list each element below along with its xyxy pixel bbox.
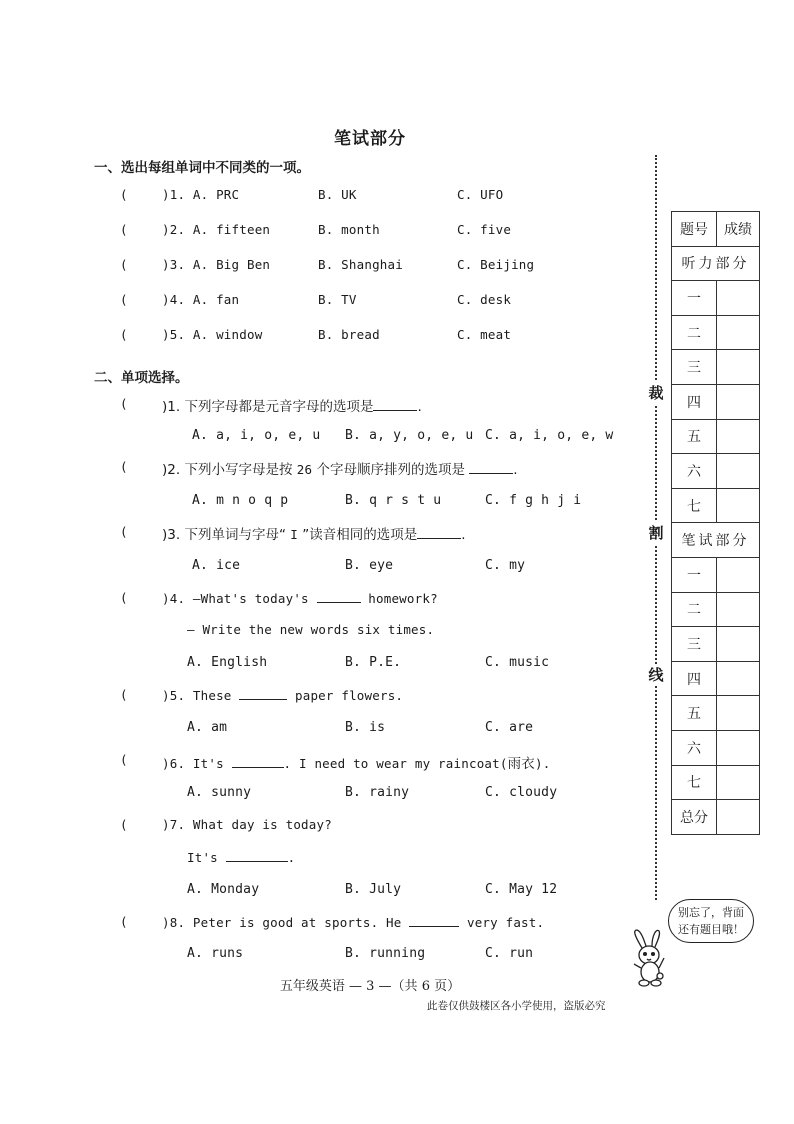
option-b: B. eye [345,558,394,573]
table-row [672,627,760,662]
row-label: 五 [672,696,717,731]
table-row [672,384,760,419]
answer-paren[interactable]: ( [120,396,128,411]
question-8-options [120,946,640,964]
row-label: 三 [672,350,717,385]
table-header-row [672,212,760,247]
row-label: 一 [672,281,717,316]
copyright-note: 此卷仅供鼓楼区各小学使用，盗版必究 [427,1000,606,1012]
answer-paren[interactable]: ( [120,914,128,929]
section1-heading: 一、选出每组单词中不同类的一项。 [94,160,310,176]
answer-paren[interactable]: ( [120,590,128,605]
cut-line-char: 割 [646,522,666,544]
stem-text: very fast. [466,915,545,930]
table-row [672,696,760,731]
answer-blank[interactable] [469,461,513,474]
question-7-options [120,882,640,900]
score-cell[interactable] [717,730,760,765]
question-4-reply: — Write the new words six times. [187,622,435,637]
stem-text: )2. 下列小写字母是按 [162,462,293,478]
answer-blank[interactable] [239,687,287,700]
score-cell[interactable] [717,765,760,800]
score-cell[interactable] [717,627,760,662]
row-label: 二 [672,592,717,627]
listening-label: 听力部分 [672,246,760,281]
answer-blank[interactable] [317,590,361,603]
table-row [672,350,760,385]
answer-blank[interactable] [232,755,284,768]
option-c: C. my [485,558,526,573]
row-label: 三 [672,627,717,662]
question-1 [120,396,640,416]
answer-blank[interactable] [226,849,288,862]
option-b: B. rainy [345,785,410,800]
score-cell[interactable] [717,661,760,696]
row-label: 四 [672,384,717,419]
table-row [672,419,760,454]
score-cell[interactable] [717,384,760,419]
question-stem [162,590,438,606]
answer-paren[interactable]: ( [120,752,128,767]
writing-label: 笔试部分 [672,523,760,558]
stem-gloss: 雨衣 [507,756,535,772]
item-a: )3. A. Big Ben [162,257,271,272]
stem-text: )3. 下列单词与字母“ [162,527,286,543]
total-cell[interactable] [717,800,760,835]
score-cell[interactable] [717,281,760,316]
cut-line-char: 裁 [646,382,666,404]
stem-text: paper flowers. [295,688,404,703]
option-c: C. f g h j i [485,493,582,508]
item-b: B. Shanghai [318,257,403,272]
option-c: C. music [485,655,550,670]
table-row [672,454,760,489]
question-stem [162,458,518,478]
option-a: A. a, i, o, e, u [192,428,321,443]
stem-text: )4. —What's today's [162,591,309,606]
option-c: C. May 12 [485,882,558,897]
item-c: C. meat [457,327,512,342]
row-label: 七 [672,488,717,523]
table-row [672,246,760,281]
list-item [120,257,640,275]
question-6 [120,752,640,772]
stem-text: )6. It's [162,756,224,771]
question-4 [120,590,640,610]
answer-blank[interactable] [373,398,417,411]
option-a: A. Monday [187,882,260,897]
row-label: 六 [672,454,717,489]
stem-text: )5. These [162,688,232,703]
table-row [672,765,760,800]
stem-text: ”读音相同的选项是 [302,527,418,543]
score-cell[interactable] [717,488,760,523]
item-c: C. Beijing [457,257,535,272]
option-b: B. running [345,946,426,961]
row-label: 五 [672,419,717,454]
item-a: )4. A. fan [162,292,240,307]
option-a: A. sunny [187,785,252,800]
table-row [672,557,760,592]
question-stem [162,752,550,772]
stem-number: 26 [296,462,313,477]
question-3 [120,524,640,544]
stem-text: homework? [368,591,438,606]
question-4-options [120,655,640,673]
question-3-options [120,558,640,576]
table-row [672,281,760,316]
question-stem [162,914,544,930]
option-b: B. is [345,720,386,735]
item-a: )5. A. window [162,327,263,342]
option-c: C. cloudy [485,785,558,800]
option-b: B. P.E. [345,655,402,670]
score-cell[interactable] [717,419,760,454]
bubble-line: 别忘了，背面 [678,906,744,919]
column-header: 题号 [672,212,717,247]
question-2-options [120,493,640,511]
bubble-line: 还有题目哦！ [678,923,744,936]
table-row [672,661,760,696]
question-5-options [120,720,640,738]
answer-paren[interactable]: ( [120,187,128,202]
score-cell[interactable] [717,557,760,592]
stem-end: . [513,462,518,478]
cut-line-char: 线 [646,664,666,686]
stem-end: . [417,399,422,415]
stem-text: 个字母顺序排列的选项是 [316,462,465,478]
answer-paren[interactable]: ( [120,292,128,307]
question-8 [120,914,640,934]
column-header: 成绩 [717,212,760,247]
question-6-options [120,785,640,803]
question-stem [162,395,422,415]
reminder-bubble [668,899,754,943]
total-label: 总分 [672,800,717,835]
option-c: C. run [485,946,534,961]
answer-blank[interactable] [409,914,459,927]
score-table [671,211,760,835]
option-b: B. July [345,882,402,897]
option-a: A. English [187,655,268,670]
item-b: B. month [318,222,380,237]
answer-paren[interactable]: ( [120,687,128,702]
table-row [672,730,760,765]
question-stem [162,687,403,703]
list-item [120,327,640,345]
score-cell[interactable] [717,696,760,731]
reply-end: . [287,850,296,865]
answer-paren[interactable]: ( [120,222,128,237]
question-5 [120,687,640,707]
row-label: 一 [672,557,717,592]
option-a: A. m n o q p [192,493,289,508]
row-label: 二 [672,315,717,350]
table-row [672,800,760,835]
question-1-options [120,428,640,446]
table-row [672,315,760,350]
option-b: B. q r s t u [345,493,442,508]
score-cell[interactable] [717,315,760,350]
table-row [672,523,760,558]
option-c: C. a, i, o, e, w [485,428,614,443]
item-a: )1. A. PRC [162,187,240,202]
item-b: B. bread [318,327,380,342]
stem-text: . I need to wear my raincoat( [283,756,508,771]
question-stem [162,523,466,543]
item-b: B. TV [318,292,357,307]
question-7-reply [187,849,295,865]
item-c: C. UFO [457,187,504,202]
answer-paren[interactable]: ( [120,459,128,474]
stem-letter: I [290,527,298,542]
option-b: B. a, y, o, e, u [345,428,474,443]
row-label: 七 [672,765,717,800]
stem-text: )8. Peter is good at sports. He [162,915,402,930]
row-label: 四 [672,661,717,696]
list-item [120,187,640,205]
table-row [672,592,760,627]
list-item [120,222,640,240]
option-c: C. are [485,720,534,735]
option-a: A. ice [192,558,241,573]
answer-blank[interactable] [417,526,461,539]
question-7 [120,817,640,837]
option-a: A. am [187,720,228,735]
page-footer: 五年级英语 — 3 —（共 6 页） [279,979,461,994]
answer-paren[interactable]: ( [120,257,128,272]
item-b: B. UK [318,187,357,202]
score-cell[interactable] [717,350,760,385]
item-c: C. five [457,222,512,237]
option-a: A. runs [187,946,244,961]
section2-heading: 二、单项选择。 [94,370,189,386]
row-label: 六 [672,730,717,765]
question-2 [120,459,640,479]
answer-paren[interactable]: ( [120,524,128,539]
page-title: 笔试部分 [334,129,406,149]
table-row [672,488,760,523]
score-cell[interactable] [717,592,760,627]
question-stem: )7. What day is today? [162,817,332,832]
stem-end: ). [535,756,551,771]
stem-text: )1. 下列字母都是元音字母的选项是 [162,399,374,415]
reply-text: It's [187,850,218,865]
score-cell[interactable] [717,454,760,489]
list-item [120,292,640,310]
answer-paren[interactable]: ( [120,817,128,832]
stem-end: . [461,527,466,543]
answer-paren[interactable]: ( [120,327,128,342]
item-c: C. desk [457,292,512,307]
item-a: )2. A. fifteen [162,222,271,237]
